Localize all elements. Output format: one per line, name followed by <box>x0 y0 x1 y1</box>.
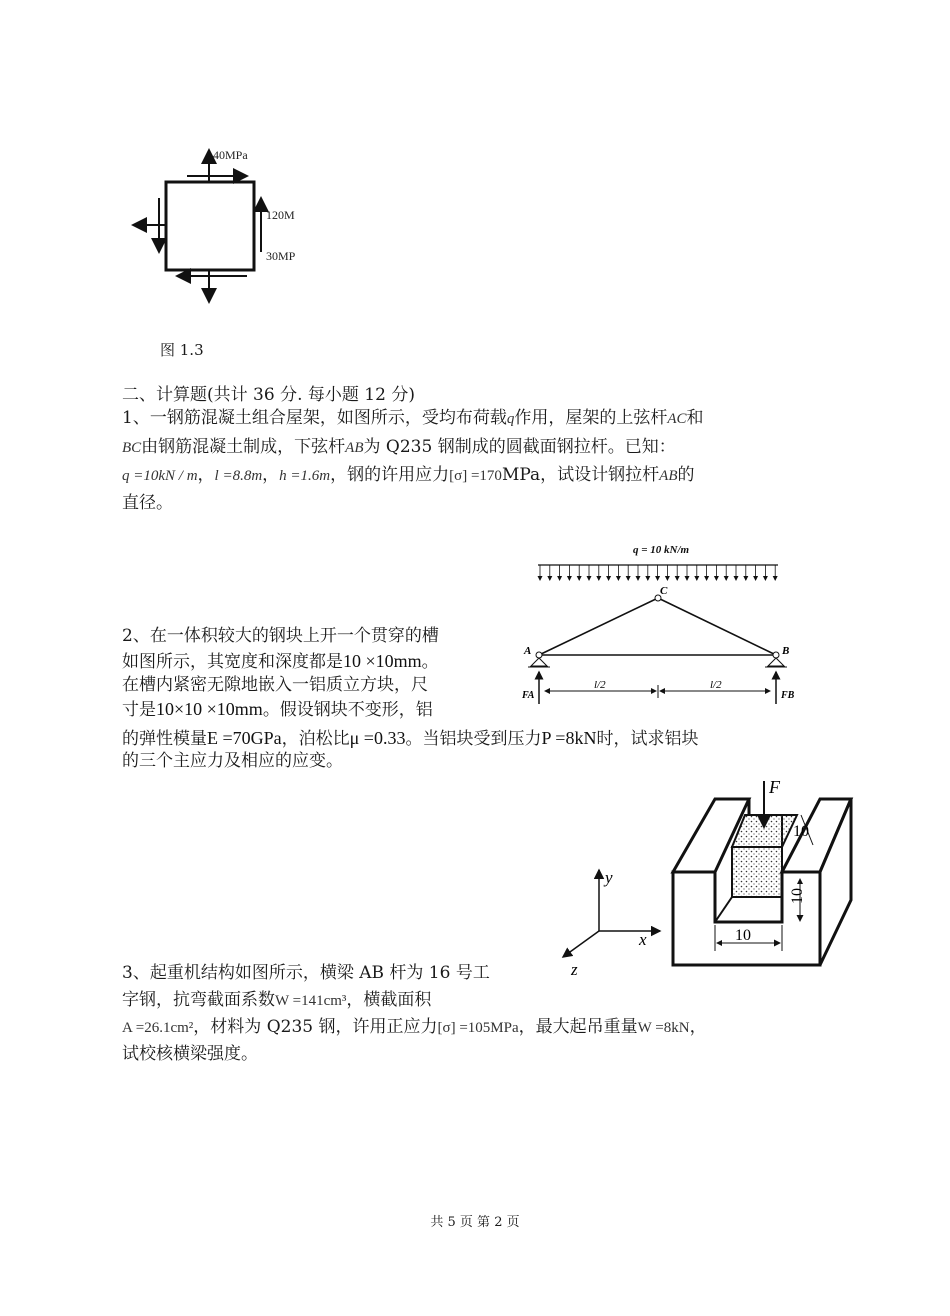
dim-label-left: l/2 <box>594 679 606 691</box>
load-arrow-head <box>645 576 650 581</box>
label-fa: FA <box>522 690 535 701</box>
load-arrow-head <box>577 576 582 581</box>
problem1-line3: q =10kN / m，l =8.8m，h =1.6m，钢的许用应力[σ] =170MPa，试设计钢拉杆AB的 <box>122 465 695 485</box>
load-arrow-head <box>626 576 631 581</box>
load-arrow-head <box>763 576 768 581</box>
problem3-line3: A =26.1cm²，材料为 Q235 钢，许用正应力[σ] =105MPa，最大起吊重量W =8kN， <box>122 1017 707 1037</box>
load-arrow-head <box>557 576 562 581</box>
problem2-line5: 的弹性模量E =70GPa，泊松比μ =0.33。当铝块受到压力P =8kN时，试求铝块 <box>122 728 699 749</box>
dim-label-right: l/2 <box>710 679 722 691</box>
load-arrow-head <box>616 576 621 581</box>
load-arrow-head <box>675 576 680 581</box>
node-b <box>773 652 779 658</box>
node-a <box>536 652 542 658</box>
load-arrow-head <box>773 576 778 581</box>
load-arrow-head <box>596 576 601 581</box>
chord-cb <box>658 598 776 655</box>
load-arrow-head <box>587 576 592 581</box>
problem2-line2: 如图所示，其宽度和深度都是10 ×10mm。 <box>122 651 439 672</box>
label-fb: FB <box>781 690 795 701</box>
load-arrow-head <box>636 576 641 581</box>
problem3-line1: 3、起重机结构如图所示，横梁 AB 杆为 16 号工 <box>122 963 490 983</box>
load-arrow-head <box>704 576 709 581</box>
load-arrow-head <box>694 576 699 581</box>
axis-z <box>563 931 599 957</box>
label-c: C <box>660 585 668 597</box>
load-arrow-head <box>743 576 748 581</box>
load-arrow-head <box>538 576 543 581</box>
problem3-line2: 字钢，抗弯截面系数W =141cm³，横截面积 <box>122 990 432 1010</box>
problem2-line1: 2、在一体积较大的钢块上开一个贯穿的槽 <box>122 626 439 646</box>
force-label: F <box>769 777 780 797</box>
dim-top-label: 10 <box>793 823 809 840</box>
label-b: B <box>782 645 790 657</box>
truss-figure <box>520 538 800 710</box>
problem1-line4: 直径。 <box>122 493 173 513</box>
stress-label-top: 40MPa <box>213 148 248 162</box>
axis-y-label: y <box>605 868 613 887</box>
stress-label-normal: 30MP <box>266 249 296 263</box>
load-arrow-head <box>724 576 729 581</box>
problem1-line1: 1、一钢筋混凝土组合屋架，如图所示，受均布荷载q作用，屋架的上弦杆AC和 <box>122 408 704 428</box>
load-arrow-head <box>734 576 739 581</box>
load-arrow-head <box>753 576 758 581</box>
stress-label-shear: 120M <box>266 208 295 222</box>
problem2-line4: 寸是10×10 ×10mm。假设钢块不变形，铝 <box>122 699 433 720</box>
axis-z-label: z <box>571 960 578 979</box>
dim-bottom-label: 10 <box>735 927 751 944</box>
load-arrows <box>538 565 778 581</box>
label-a: A <box>524 645 532 657</box>
support-b <box>768 658 784 666</box>
support-a <box>531 658 547 666</box>
load-arrow-head <box>665 576 670 581</box>
problem1-line2: BC由钢筋混凝土制成，下弦杆AB为 Q235 钢制成的圆截面钢拉杆。已知： <box>122 437 676 457</box>
problem3-line4: 试校核横梁强度。 <box>122 1044 258 1064</box>
load-arrow-head <box>606 576 611 581</box>
slot-block-figure <box>555 775 865 980</box>
cube-front <box>732 847 782 897</box>
problem2-line6: 的三个主应力及相应的应变。 <box>122 751 343 771</box>
figure-caption: 图 1.3 <box>160 341 204 359</box>
load-arrow-head <box>685 576 690 581</box>
load-label: q = 10 kN/m <box>633 544 690 556</box>
stress-square <box>166 182 254 270</box>
slot-floor <box>715 897 732 922</box>
section-title: 二、计算题(共计 36 分. 每小题 12 分) <box>122 385 415 405</box>
load-arrow-head <box>714 576 719 581</box>
stress-element-figure <box>125 140 310 310</box>
load-arrow-head <box>567 576 572 581</box>
dim-side-label: 10 <box>789 888 806 904</box>
page-footer: 共 5 页 第 2 页 <box>430 1215 520 1230</box>
axis-x-label: x <box>639 930 647 949</box>
problem2-line3: 在槽内紧密无隙地嵌入一铝质立方块，尺 <box>122 675 428 695</box>
load-arrow-head <box>547 576 552 581</box>
chord-ac <box>539 598 658 655</box>
load-arrow-head <box>655 576 660 581</box>
